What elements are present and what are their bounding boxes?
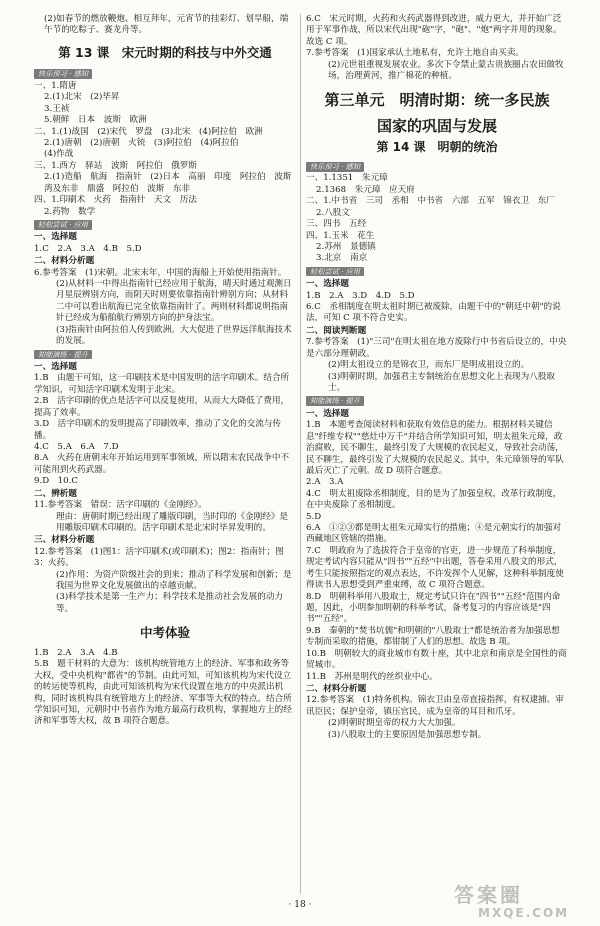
text-line: 6.A ①②③都是明太祖朱元璋实行的措施；④是元朝实行的加强对西藏地区管辖的措施。: [306, 523, 562, 545]
text-line: 一、1.1351 朱元璋: [306, 173, 388, 184]
text-line: 5.B 题干材料的大意为：该机构统管地方上的经济、军事和政务等大权，受中央机构"都省"的节制。由此可知，可知该机构为宋代设立的转运使等机构，由此可知该机构为宋代设置在地方的中央派出机构，同时该机构具有统管地方上的经济、军事等大权的特点。结合所学知识可知，元朝时中书省作为地方最高行政机构，掌握地方上的经济和军事等大权，故 B 项符合题意。: [34, 659, 292, 727]
section-tag: 快乐预习 · 感知: [306, 162, 364, 172]
right-column: [306, 14, 568, 741]
text-line: 1.B 本题考查阅读材料和获取有效信息的能力。根据材料关键信息"纤维专权""慈灶中万千"并结合所学知识可知，明太祖朱元璋，政治腐败，民不聊生，最终引发了大规模的农民起义，导致社会动荡，民不聊生，最终引发了大规模的农民起义。其中，朱元璋领导的军队最后灭亡了元朝。故 D 项符合题意。: [306, 420, 564, 476]
text-line: (3)指南针由阿拉伯人传到欧洲。大大促进了世界远洋航海技术的发展。: [56, 324, 292, 347]
unit-3-title-line2: 国家的巩固与发展: [376, 117, 497, 136]
text-line: (2)从材料一中得出指南针已经应用于航海，晴天时通过观测日月星辰辨别方向，而阴天时则要依靠指南针辨别方向；从材料二中可以看出航海已完全依靠指南针了。两则材料都说明指南针已经成为船舶航行辨别方向的护身法宝。: [56, 279, 292, 324]
lesson-13-title: 第 13 课 宋元时期的科技与中外交通: [58, 44, 272, 60]
text-line: 2.(1)北宋 (2)毕昇: [44, 92, 120, 103]
text-line: 四、1.印刷术 火药 指南针 天文 历法: [34, 195, 197, 206]
text-line: (3)科学技术是第一生产力；科学技术是推动社会发展的动力等。: [56, 592, 284, 614]
text-line: 5.朝鲜 日本 波斯 欧洲: [44, 115, 147, 126]
section-heading: 二、辨析题: [34, 488, 77, 499]
text-line: 1.B 2.A 3.D 4.D 5.D: [306, 290, 415, 301]
text-line: (3)明朝时期，加强君主专制统治在思想文化上表现为八股取士。: [328, 371, 556, 393]
text-line: 2.B 活字印刷的优点是活字可以反复使用，从而大大降低了费用，提高了效率。: [34, 396, 290, 418]
text-line: 三、1.西方 驿站 波斯 阿拉伯 俄罗斯: [34, 160, 197, 171]
text-line: 11.B 苏州是明代的丝织业中心。: [306, 671, 438, 682]
page-number: · 18 ·: [288, 900, 312, 910]
text-line: 3.D 活字印刷术的发明提高了印刷效率，推动了文化的交流与传播。: [34, 419, 282, 441]
left-column: [34, 14, 296, 728]
text-line: (3)八股取士的主要原因是加强思想专制。: [328, 729, 487, 740]
section-tag: 轻松尝试 · 应用: [306, 267, 364, 277]
column-divider: [300, 14, 301, 894]
unit-3-title-line1: 第三单元 明清时期：统一多民族: [324, 90, 550, 109]
text-line: 10.B 明朝较大的商业城市有数十座，其中北京和南京是全国性的商贸城市。: [306, 648, 567, 671]
section-heading: 一、选择题: [34, 232, 77, 243]
lesson-14-title: 第 14 课 明朝的统治: [376, 140, 498, 155]
text-line: (4)作战: [44, 149, 74, 160]
text-line: 2.苏州 景德镇: [316, 241, 376, 252]
text-line: 2.A 3.A: [306, 477, 344, 488]
text-line: 2.(1)唐朝 (2)唐朝 火铳 (3)阿拉伯 (4)阿拉伯: [44, 138, 239, 148]
text-line: 8.A 火药在唐朝末年开始运用到军事领域，所以隋末农民战争中不可能用到火药武器。: [34, 453, 290, 475]
section-heading: 一、选择题: [34, 362, 77, 373]
text-line: 9.D 10.C: [34, 476, 78, 487]
text-line: 3.王祯: [44, 103, 70, 114]
text-line: 11.参考答案 错误：活字印刷的《金刚经》。: [34, 500, 207, 511]
text-line: 12.参考答案 (1)图1：活字印刷术(或印刷术)；图2：指南针；图3：火药。: [34, 546, 284, 569]
section-heading: 二、阅读判断题: [306, 325, 367, 336]
text-line: 1.B 由题干可知，这一印刷技术是中国发明的活字印刷术。结合所学知识，可知活字印刷术发明于北宋。: [34, 373, 290, 395]
section-heading: 二、材料分析题: [306, 683, 367, 694]
text-line: 1.C 2.A 3.A 4.B 5.D: [34, 243, 142, 254]
watermark-logo: [448, 880, 588, 924]
text-line: 4.C 5.A 6.A 7.D: [34, 441, 119, 452]
text-line: 三、四书 五经: [306, 219, 367, 230]
text-line: 2.八股文: [316, 207, 350, 218]
text-line: 二、1.(1)战国 (2)宋代 罗盘 (3)北宋 (4)阿拉伯 欧洲: [34, 126, 263, 137]
text-line: 6.C 宋元时期，火药和火药武器得到改进，威力更大，并开始广泛用于军事作战，所以宋代出现"砲"字，"砲"、"炮"两字并用的现象。故选 C 项。: [306, 14, 562, 47]
text-line: 3.北京 南京: [316, 253, 368, 264]
watermark-text: 答案圈: [454, 883, 523, 907]
section-tag: 知能演练 · 提升: [306, 396, 364, 406]
text-line: 12.参考答案 (1)特务机构。锦衣卫由皇帝直接指挥，有权逮捕、审讯臣民；保护皇帝，镇压官民，成为皇帝的耳目和爪牙。: [306, 695, 564, 717]
text-line: 2.(1)造船 航海 指南针 (2)日本 高丽 印度 阿拉伯 波斯湾及东非 鼎盛 阿拉伯 波斯 东非: [44, 172, 292, 194]
section-tag: 轻松尝试 · 应用: [34, 220, 92, 230]
text-line: 理由：唐朝时期已经出现了雕版印刷，当时印的《金刚经》是用雕版印刷术印刷的。活字印刷术是北宋时毕昇发明的。: [56, 511, 289, 533]
text-line: 一、1.隋唐: [34, 80, 77, 91]
text-line: 四、1.玉米 花生: [306, 230, 375, 241]
text-line: (2)如春节的燃放鞭炮、相互拜年，元宵节的挂彩灯、划旱船，端午节的吃粽子、赛龙舟等。: [44, 14, 289, 36]
text-line: 5.D: [306, 511, 322, 522]
text-line: 2.药物 数学: [44, 206, 96, 217]
text-line: (2)元世祖重视发展农业。多次下令禁止蒙古贵族圈占农田做牧场，治理黄河，推广棉花的种植。: [328, 59, 564, 82]
text-line: 8.D 明朝科举用八股取士，规定考试只许在"四书""五经"范围内命题，因此，小明参加明朝的科举考试，备考复习的内容应该是"四书""五经"。: [306, 591, 561, 625]
section-tag: 快乐预习 · 感知: [34, 69, 92, 79]
text-line: 二、1.中书省 三司 丞相 中书省 六部 五军 锦衣卫 东厂: [306, 196, 555, 207]
text-line: 7.C 明政府为了选拔符合于皇帝的官吏，进一步规范了科举制度，规定考试内容只能从"四书""五经"中出题，答卷采用八股文的形式，考生只能按照指定的观点表达，不许发挥个人见解，这种科举制度使得读书人思想受到严重束缚，故 C 项符合题意。: [306, 545, 564, 591]
text-line: (2)明太祖设立的是锦衣卫，而东厂是明成祖设立的。: [328, 360, 530, 371]
exam-heading: 中考体验: [139, 625, 190, 641]
text-line: 2.1368 朱元璋 应天府: [316, 184, 415, 195]
text-line: (2)明朝时期皇帝的权力大大加强。: [328, 718, 461, 729]
text-line: (2)作用：为资产阶级社会的到来；推动了科学发展和创新；是我国为世界文化发展做出的卓越贡献。: [56, 569, 292, 592]
text-line: 6.C 丞相制度在明太祖时期已被废除，由题干中的"朝廷中朝"的说法，可知 C 项不符合史实。: [306, 302, 561, 324]
text-line: 4.C 明太祖废除丞相制度，目的是为了加强皇权，改革行政制度，在中央废除了丞相制度。: [306, 488, 562, 511]
text-line: 1.B 2.A 3.A 4.B: [34, 647, 118, 658]
text-line: 9.B 秦朝的"焚书坑儒"和明朝的"八股取士"都是统治者为加强思想专制而采取的措施，都钳制了人们的思想。故选 B 项。: [306, 625, 560, 648]
text-line: 7.参考答案 (1)国家承认土地私有，允许土地自由买卖。: [306, 48, 525, 59]
text-line: 7.参考答案 (1)"三司"在明太祖在地方废除行中书省后设立的，中央是六部分理朝政。: [306, 337, 567, 359]
watermark-url: MXQE.COM: [478, 906, 570, 920]
section-heading: 一、选择题: [306, 279, 349, 290]
section-heading: 二、材料分析题: [34, 256, 95, 267]
text-line: 6.参考答案 (1)宋朝。北宋末年，中国的海船上开始使用指南针。: [34, 267, 287, 278]
section-tag: 知能演练 · 提升: [34, 350, 92, 360]
section-heading: 三、材料分析题: [34, 535, 95, 546]
section-heading: 一、选择题: [306, 408, 349, 419]
